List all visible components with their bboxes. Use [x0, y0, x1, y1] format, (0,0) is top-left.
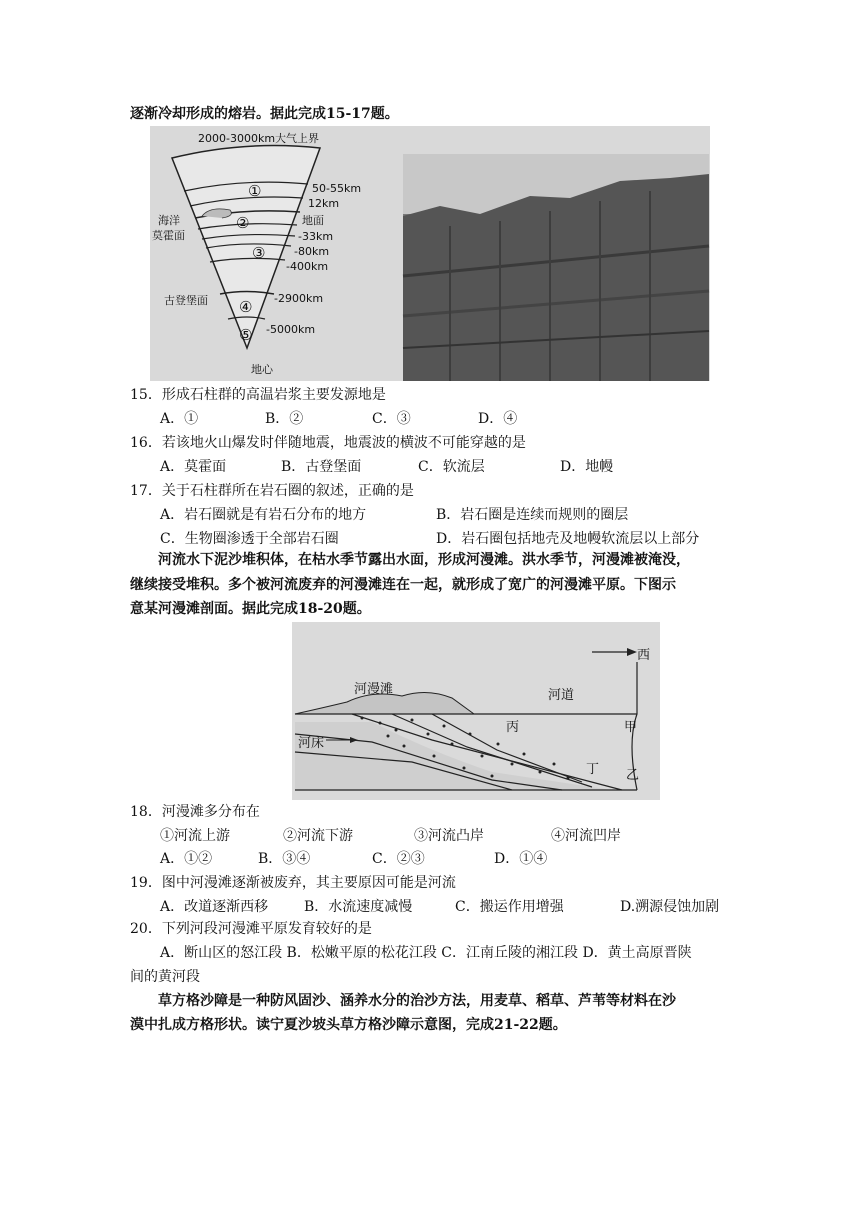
right-label-2: 12km	[308, 197, 340, 210]
q17-stem: 17．关于石柱群所在岩石圈的叙述，正确的是	[130, 483, 414, 499]
q18-item-4: ④河流凹岸	[551, 828, 621, 844]
para3-line-1: 草方格沙障是一种防风固沙、涵养水分的治沙方法，用麦草、稻草、芦苇等材料在沙	[158, 993, 676, 1009]
label-channel: 河道	[548, 688, 575, 703]
right-label-4: -33km	[298, 230, 334, 243]
right-label-8: -5000km	[266, 323, 316, 336]
para2-line-2: 继续接受堆积。多个被河流废弃的河漫滩连在一起，就形成了宽广的河漫滩平原。下图示	[130, 577, 676, 593]
label-bing: 丙	[506, 720, 520, 735]
q15-option-d: D．④	[478, 411, 518, 427]
q18-option-a: A．①②	[160, 851, 213, 867]
top-label: 2000-3000km大气上界	[198, 132, 320, 145]
q19-option-c: C．搬运作用增强	[455, 899, 564, 915]
right-label-5: -80km	[294, 245, 330, 258]
right-label-3: 地面	[302, 214, 324, 227]
floodplain-diagram	[292, 622, 660, 800]
q18-option-b: B．③④	[258, 851, 311, 867]
q16-stem: 16．若该地火山爆发时伴随地震，地震波的横波不可能穿越的是	[130, 435, 526, 451]
q19-option-b: B．水流速度减慢	[304, 899, 413, 915]
q18-item-3: ③河流凸岸	[414, 828, 484, 844]
zone-label-3: ③	[252, 244, 266, 262]
label-ding: 丁	[586, 762, 600, 777]
q16-option-b: B．古登堡面	[281, 459, 362, 475]
floodplain-section-figure	[292, 622, 660, 800]
intro-line: 逐渐冷却形成的熔岩。据此完成15-17题。	[130, 106, 399, 122]
q15-option-a: A．①	[160, 411, 199, 427]
left-label-ocean: 海洋	[158, 214, 180, 227]
q18-option-c: C．②③	[372, 851, 425, 867]
q18-stem: 18．河漫滩多分布在	[130, 804, 260, 820]
left-label-moho: 莫霍面	[152, 229, 185, 242]
earth-layers-diagram	[150, 126, 710, 381]
q15-stem: 15．形成石柱群的高温岩浆主要发源地是	[130, 387, 386, 403]
q19-option-a: A．改道逐渐西移	[160, 899, 269, 915]
zone-label-4: ④	[239, 298, 253, 316]
zone-label-2: ②	[236, 214, 250, 232]
para2-line-3: 意某河漫滩剖面。据此完成18-20题。	[130, 601, 371, 617]
right-label-7: -2900km	[274, 292, 324, 305]
earth-structure-figure	[150, 126, 710, 381]
q15-option-c: C．③	[372, 411, 411, 427]
right-label-1: 50-55km	[312, 182, 362, 195]
q18-item-1: ①河流上游	[160, 828, 230, 844]
q16-option-d: D．地幔	[560, 459, 614, 475]
label-bed: 河床	[298, 736, 325, 751]
q19-option-d: D.溯源侵蚀加剧	[620, 899, 720, 915]
q17-option-b: B．岩石圈是连续而规则的圈层	[436, 507, 629, 523]
q17-option-a: A．岩石圈就是有岩石分布的地方	[160, 507, 367, 523]
q19-stem: 19．图中河漫滩逐渐被废弃，其主要原因可能是河流	[130, 875, 456, 891]
q18-option-d: D．①④	[494, 851, 548, 867]
q20-options-line-2: 间的黄河段	[130, 969, 200, 985]
zone-label-1: ①	[248, 182, 262, 200]
q17-option-d: D．岩石圈包括地壳及地幔软流层以上部分	[436, 531, 700, 547]
q20-stem: 20．下列河段河漫滩平原发育较好的是	[130, 921, 372, 937]
label-west: 西	[637, 648, 651, 663]
para3-line-2: 漠中扎成方格形状。读宁夏沙坡头草方格沙障示意图，完成21-22题。	[130, 1017, 567, 1033]
right-label-6: -400km	[286, 260, 329, 273]
q16-option-a: A．莫霍面	[160, 459, 227, 475]
para2-line-1: 河流水下泥沙堆积体，在枯水季节露出水面，形成河漫滩。洪水季节，河漫滩被淹没，	[158, 552, 690, 568]
zone-label-5: ⑤	[239, 326, 253, 344]
q20-options-line-1: A．断山区的怒江段 B．松嫩平原的松花江段 C．江南丘陵的湘江段 D．黄土高原晋陕	[160, 945, 692, 961]
q15-option-b: B．②	[265, 411, 304, 427]
q16-option-c: C．软流层	[418, 459, 485, 475]
right-label-9: 地心	[251, 363, 273, 376]
left-label-gutenberg: 古登堡面	[164, 294, 208, 307]
q18-item-2: ②河流下游	[283, 828, 353, 844]
q17-option-c: C．生物圈渗透于全部岩石圈	[160, 531, 339, 547]
label-jia: 甲	[624, 720, 638, 735]
label-yi: 乙	[626, 768, 640, 783]
label-floodplain: 河漫滩	[354, 682, 394, 697]
